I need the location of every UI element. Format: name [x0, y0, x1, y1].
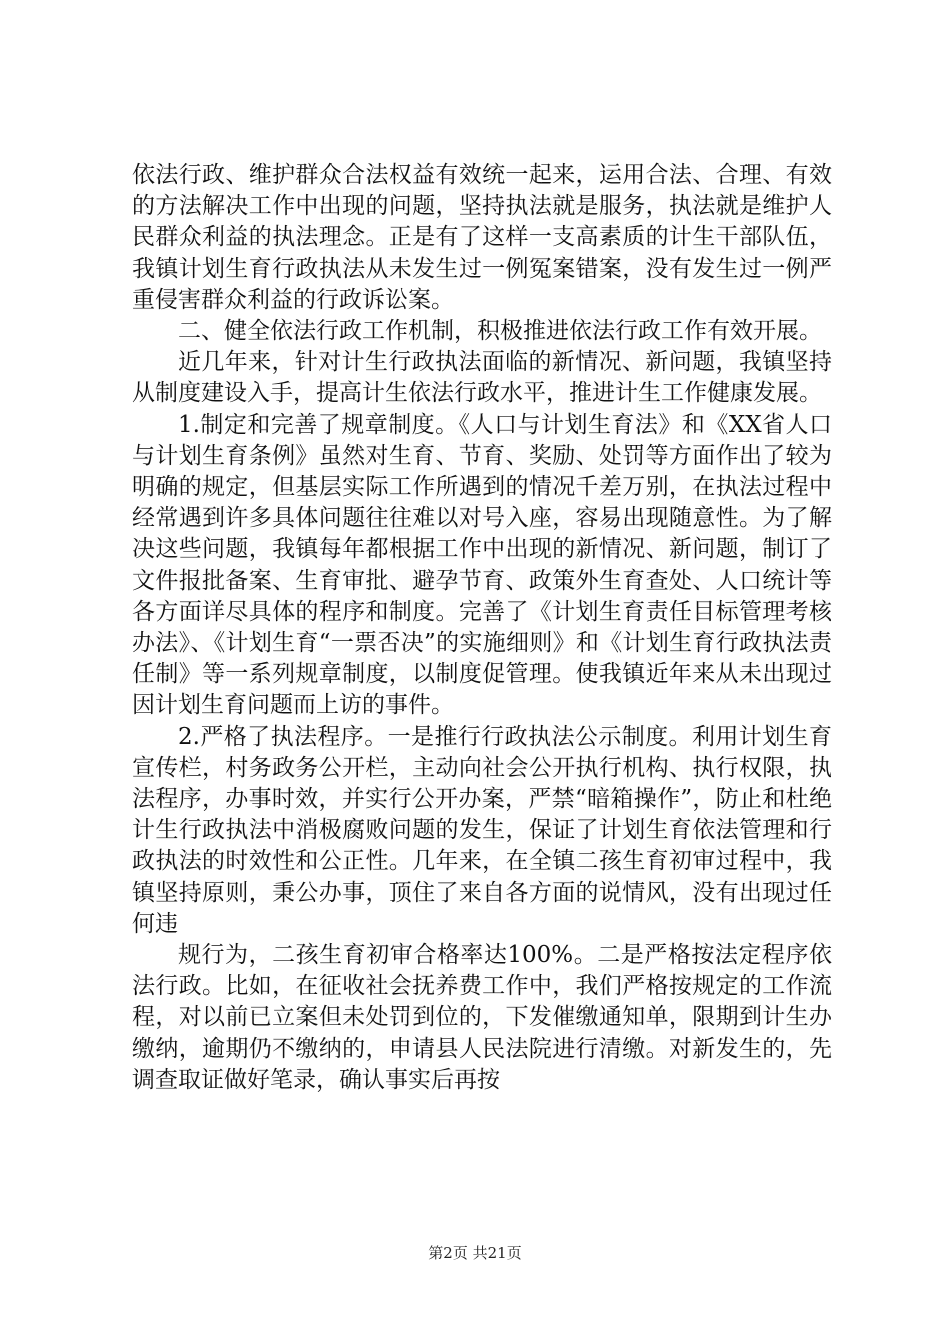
page-footer: 第2页 共21页 — [428, 1244, 522, 1262]
paragraph-5: 2.严格了执法程序。一是推行行政执法公示制度。利用计划生育宣传栏，村务政务公开栏，主动向社会公开执行机构、执行权限，执法程序，办事时效，并实行公开办案，严禁“暗箱操作”，防止和杜绝计生行政执法中消极腐败问题的发生，保证了计划生育依法管理和行政执法的时效性和公正性。几年来，在全镇二孩生育初审过程中，我镇坚持原则，秉公办事，顶住了来自各方面的说情风，没有出现过任何违 — [132, 723, 832, 937]
paragraph-2-heading: 二、健全依法行政工作机制，积极推进依法行政工作有效开展。 — [178, 318, 822, 345]
document-body — [132, 160, 832, 1096]
paragraph-3: 近几年来，针对计生行政执法面临的新情况、新问题，我镇坚持从制度建设入手，提高计生依法行政水平，推进计生工作健康发展。 — [132, 349, 832, 407]
paragraph-1: 依法行政、维护群众合法权益有效统一起来，运用合法、合理、有效的方法解决工作中出现的问题，坚持执法就是服务，执法就是维护人民群众利益的执法理念。正是有了这样一支高素质的计生干部队伍，我镇计划生育行政执法从未发生过一例冤案错案，没有发生过一例严重侵害群众利益的行政诉讼案。 — [132, 162, 832, 313]
paragraph-6: 规行为，二孩生育初审合格率达100%。二是严格按法定程序依法行政。比如，在征收社会抚养费工作中，我们严格按规定的工作流程，对以前已立案但未处罚到位的，下发催缴通知单，限期到计生办缴纳，逾期仍不缴纳的，申请县人民法院进行清缴。对新发生的，先调查取证做好笔录，确认事实后再按 — [132, 942, 832, 1093]
paragraph-4: 1.制定和完善了规章制度。《人口与计划生育法》和《XX省人口与计划生育条例》虽然对生育、节育、奖励、处罚等方面作出了较为明确的规定，但基层实际工作所遇到的情况千差万别，在执法过程中经常遇到许多具体问题往往难以对号入座，容易出现随意性。为了解决这些问题，我镇每年都根据工作中出现的新情况、新问题，制订了文件报批备案、生育审批、避孕节育、政策外生育查处、人口统计等各方面详尽具体的程序和制度。完善了《计划生育责任目标管理考核办法》、《计划生育“一票否决”的实施细则》和《计划生育行政执法责任制》等一系列规章制度，以制度促管理。使我镇近年来从未出现过因计划生育问题而上访的事件。 — [132, 411, 832, 719]
